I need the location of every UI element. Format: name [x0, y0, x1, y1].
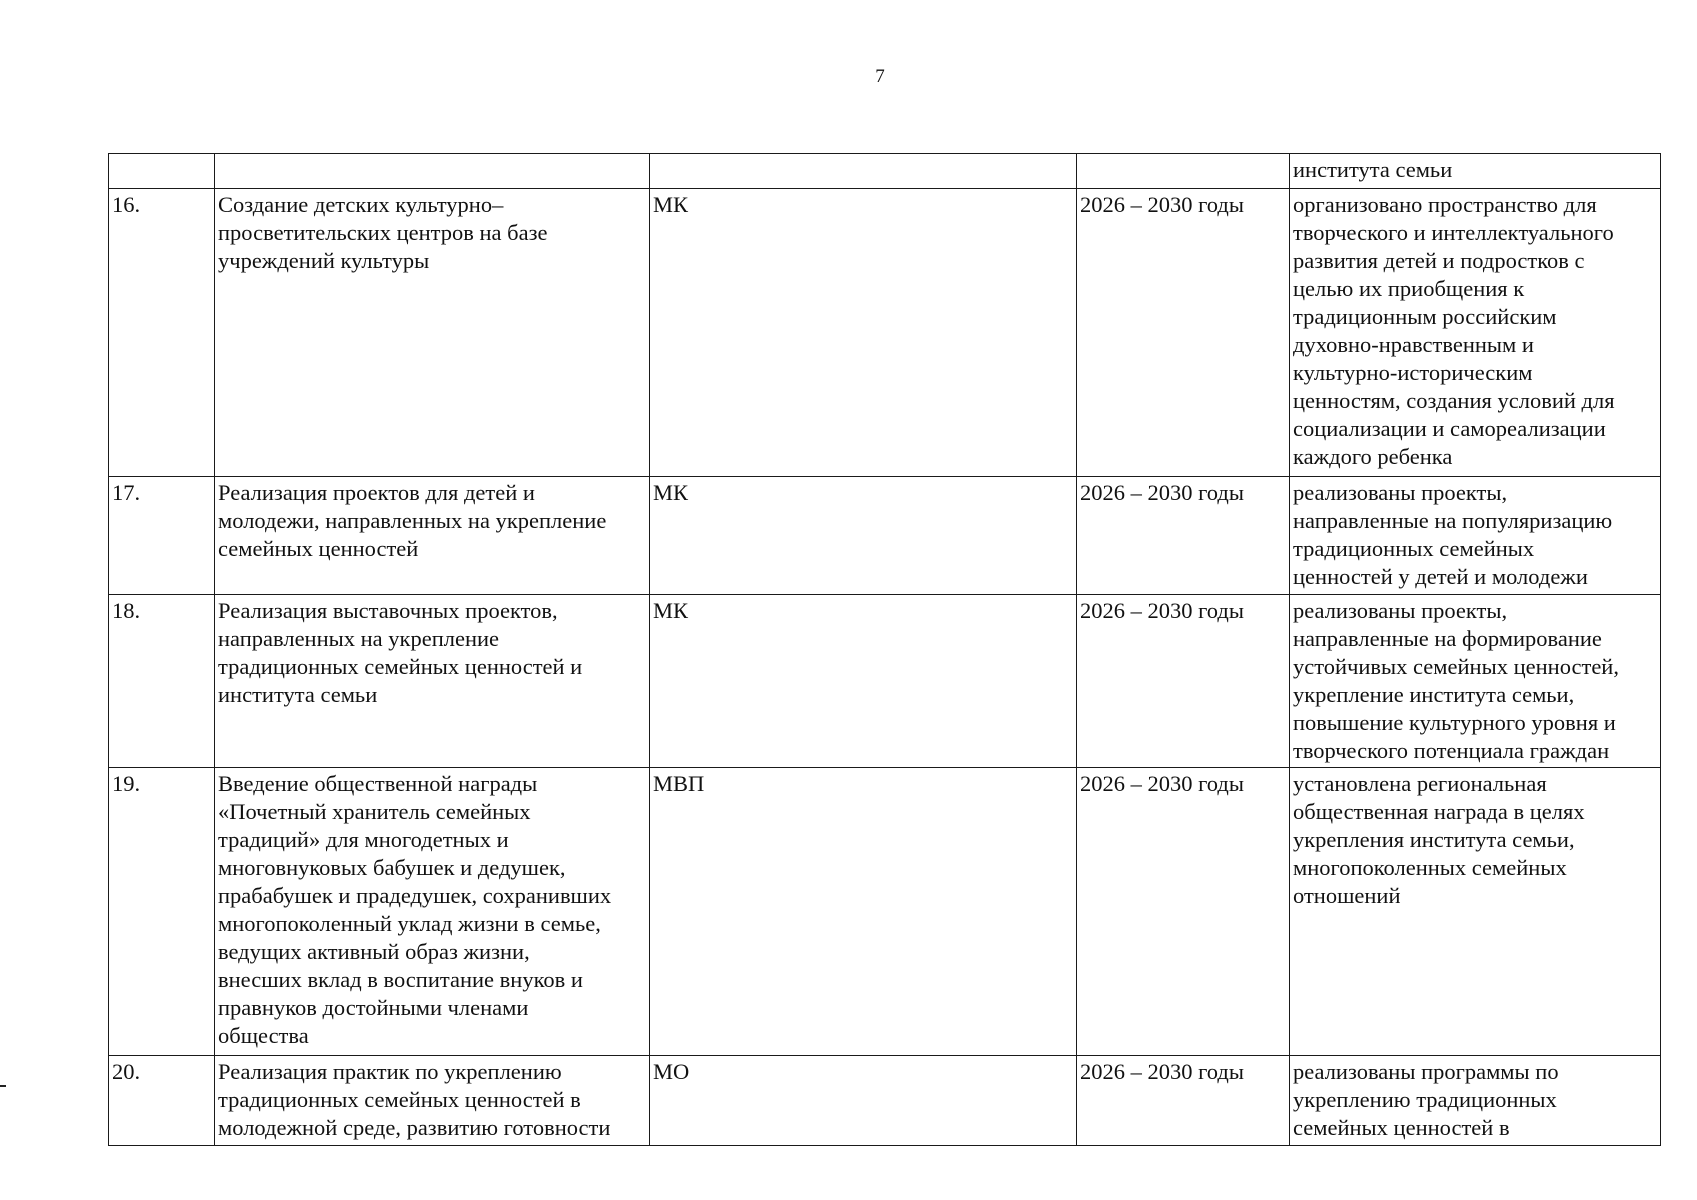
cell-name: Реализация практик по укреплению традиционных семейных ценностей в молодежной среде, развитию готовности	[215, 1056, 650, 1146]
table-row	[109, 595, 1661, 768]
cell-period: 2026 – 2030 годы	[1077, 477, 1290, 595]
cell-name: Введение общественной награды «Почетный хранитель семейных традиций» для многодетных и многовнуковых бабушек и дедушек, прабабушек и прадедушек, сохранивших многопоколенный уклад жизни в семье, ведущих активный образ жизни, внесших вклад в воспитание внуков и правнуков достойными членами общества	[215, 768, 650, 1056]
cell-period	[1077, 154, 1290, 189]
table-row	[109, 477, 1661, 595]
cell-result: реализованы проекты, направленные на формирование устойчивых семейных ценностей, укрепление института семьи, повышение культурного уровня и творческого потенциала граждан	[1290, 595, 1661, 768]
table-row	[109, 768, 1661, 1056]
cell-responsible: МК	[650, 189, 1077, 477]
cell-num: 16.	[109, 189, 215, 477]
cell-responsible: МК	[650, 477, 1077, 595]
cell-period: 2026 – 2030 годы	[1077, 1056, 1290, 1146]
table-row	[109, 189, 1661, 477]
cell-result: организовано пространство для творческого и интеллектуального развития детей и подростков с целью их приобщения к традиционным российским духовно-нравственным и культурно-историческим ценностям, создания условий для социализации и самореализации каждого ребенка	[1290, 189, 1661, 477]
cell-num	[109, 154, 215, 189]
cell-name: Реализация выставочных проектов, направленных на укрепление традиционных семейных ценностей и института семьи	[215, 595, 650, 768]
cell-result: установлена региональная общественная награда в целях укрепления института семьи, многопоколенных семейных отношений	[1290, 768, 1661, 1056]
cell-responsible: МК	[650, 595, 1077, 768]
cell-responsible: МВП	[650, 768, 1077, 1056]
cell-period: 2026 – 2030 годы	[1077, 768, 1290, 1056]
cell-period: 2026 – 2030 годы	[1077, 595, 1290, 768]
cell-responsible: МО	[650, 1056, 1077, 1146]
cell-result: института семьи	[1290, 154, 1661, 189]
table-row	[109, 1056, 1661, 1146]
cell-num: 18.	[109, 595, 215, 768]
cell-period: 2026 – 2030 годы	[1077, 189, 1290, 477]
margin-mark	[0, 1085, 6, 1087]
cell-result: реализованы проекты, направленные на популяризацию традиционных семейных ценностей у детей и молодежи	[1290, 477, 1661, 595]
table-row-continuation	[109, 154, 1661, 189]
cell-num: 17.	[109, 477, 215, 595]
measures-table	[108, 153, 1661, 1146]
cell-name: Создание детских культурно– просветительских центров на базе учреждений культуры	[215, 189, 650, 477]
cell-result: реализованы программы по укреплению традиционных семейных ценностей в	[1290, 1056, 1661, 1146]
cell-num: 19.	[109, 768, 215, 1056]
cell-num: 20.	[109, 1056, 215, 1146]
page-number: 7	[875, 66, 885, 87]
cell-name	[215, 154, 650, 189]
cell-responsible	[650, 154, 1077, 189]
cell-name: Реализация проектов для детей и молодежи, направленных на укрепление семейных ценностей	[215, 477, 650, 595]
